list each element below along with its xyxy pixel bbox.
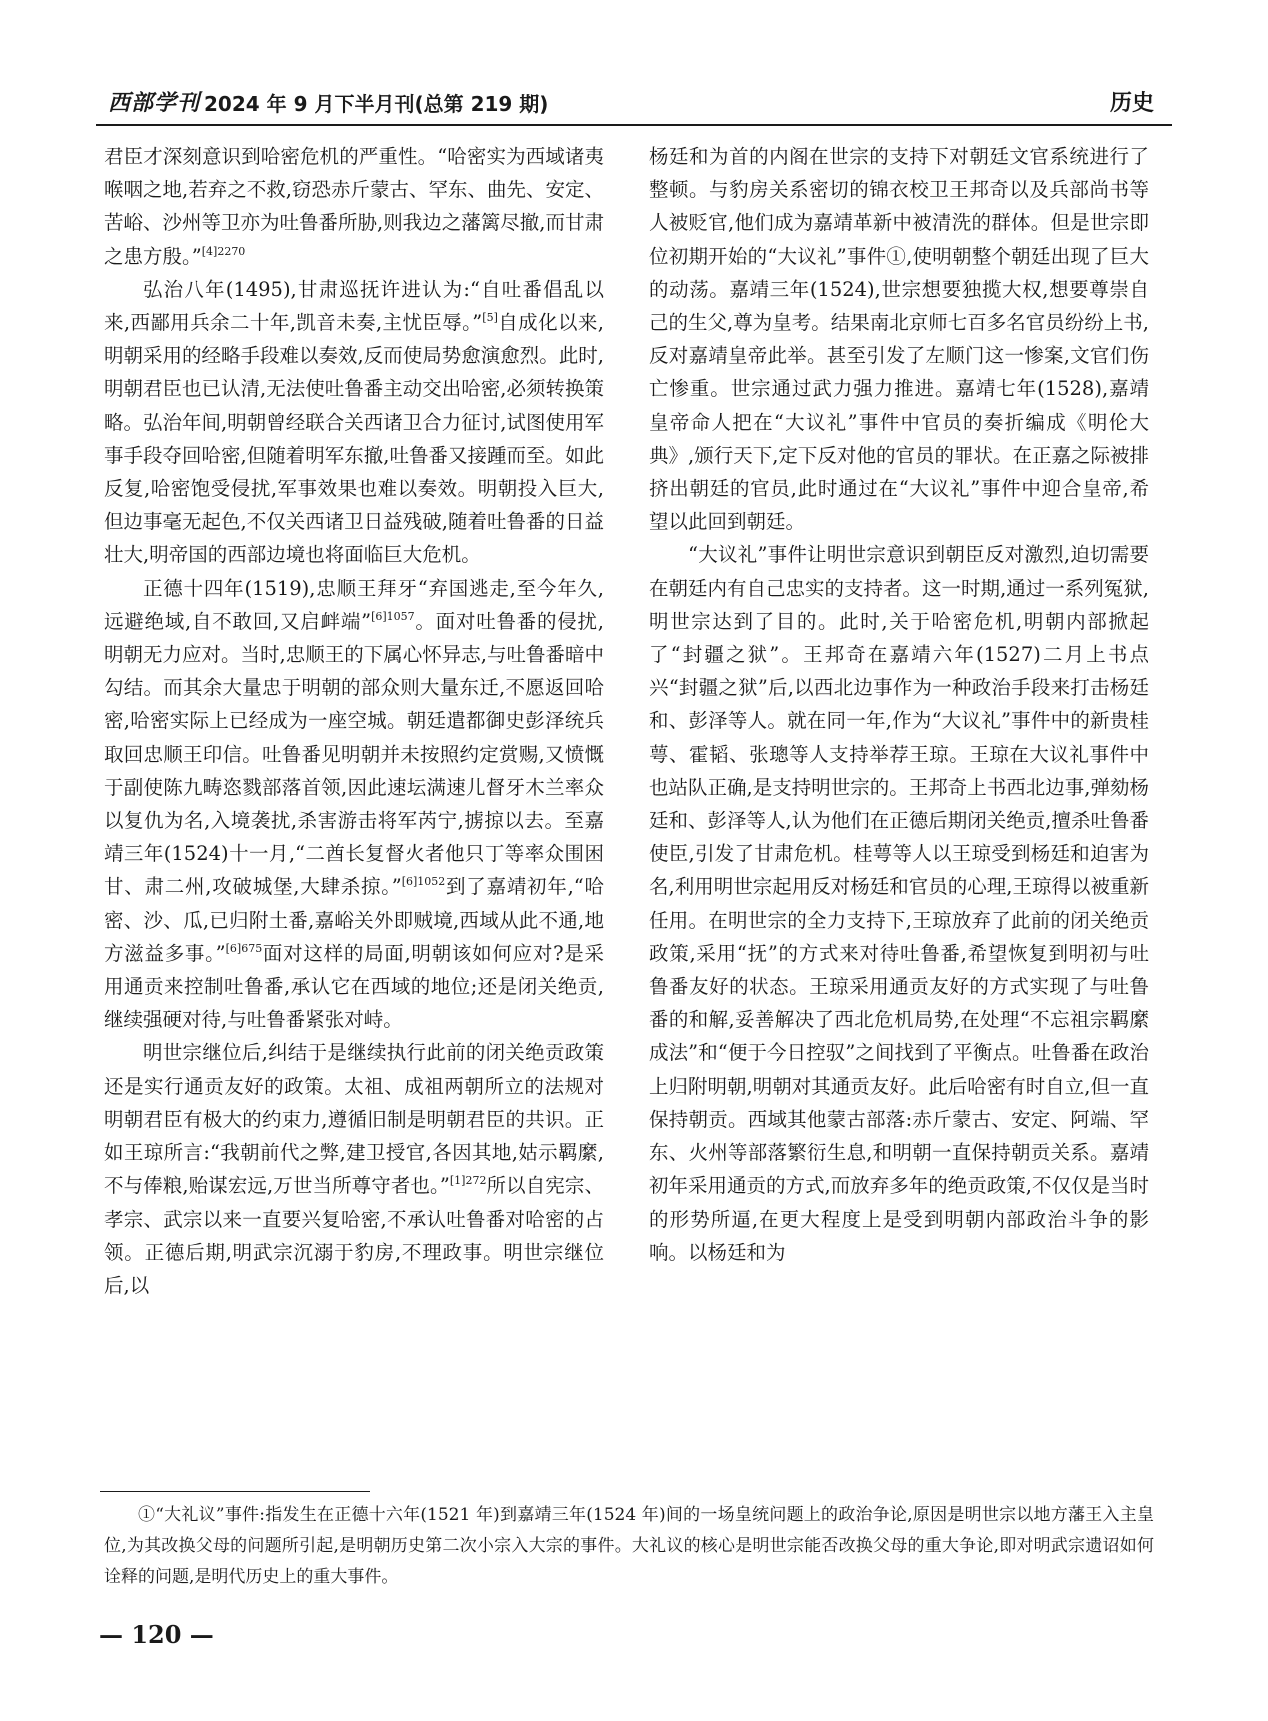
citation: [1]272	[449, 1174, 487, 1188]
paragraph	[104, 1036, 604, 1302]
paragraph-text: 到了嘉靖初年,“哈密、沙、瓜,已归附土番,嘉峪关外即贼境,西域从此不通,地方滋益多事。”	[104, 875, 604, 965]
paragraph-text: 明世宗继位后,纠结于是继续执行此前的闭关绝贡政策还是实行通贡友好的政策。太祖、成祖两朝所立的法规对明朝君臣有极大的约束力,遵循旧制是明朝君臣的共识。正如王琼所言:“我朝前代之弊,建卫授官,各因其地,姑示羁縻,不与俸粮,贻谋宏远,万世当所尊守者也。”	[104, 1041, 604, 1198]
issue-info: 2024 年 9 月下半月刊(总第 219 期)	[204, 92, 549, 116]
citation: [5]	[482, 311, 498, 325]
paragraph-text: 君臣才深刻意识到哈密危机的严重性。“哈密实为西域诸夷喉咽之地,若弃之不救,窃恐赤斤蒙古、罕东、曲先、安定、苦峪、沙州等卫亦为吐鲁番所胁,则我边之藩篱尽撤,而甘肃之患方殷。”	[104, 145, 604, 268]
citation: [6]675	[225, 941, 263, 955]
paragraph: 杨廷和为首的内阁在世宗的支持下对朝廷文官系统进行了整顿。与豹房关系密切的锦衣校卫王邦奇以及兵部尚书等人被贬官,他们成为嘉靖革新中被清洗的群体。但是世宗即位初期开始的“大议礼”事件①,使明朝整个朝廷出现了巨大的动荡。嘉靖三年(1524),世宗想要独揽大权,想要尊崇自己的生父,尊为皇考。结果南北京师七百多名官员纷纷上书,反对嘉靖皇帝此举。甚至引发了左顺门这一惨案,文官们伤亡惨重。世宗通过武力强力推进。嘉靖七年(1528),嘉靖皇帝命人把在“大议礼”事件中官员的奏折编成《明伦大典》,颁行天下,定下反对他的官员的罪状。在正嘉之际被排挤出朝廷的官员,此时通过在“大议礼”事件中迎合皇帝,希望以此回到朝廷。	[649, 145, 1149, 534]
running-header	[96, 80, 1172, 126]
footnote: ①“大礼议”事件:指发生在正德十六年(1521 年)到嘉靖三年(1524 年)间的一场皇统问题上的政治争论,原因是明世宗以地方藩王入主皇位,为其改换父母的问题所引起,是明朝历史第二次小宗入大宗的事件。大礼议的核心是明世宗能否改换父母的重大争论,即对明武宗遗诏如何诠释的问题,是明代历史上的重大事件。	[104, 1505, 1154, 1587]
paragraph-text: 面对这样的局面,明朝该如何应对?是采用通贡来控制吐鲁番,承认它在西域的地位;还是闭关绝贡,继续强硬对待,与吐鲁番紧张对峙。	[104, 941, 604, 1032]
paragraph-text: 自成化以来,明朝采用的经略手段难以奏效,反而使局势愈演愈烈。此时,明朝君臣也已认清,无法使吐鲁番主动交出哈密,必须转换策略。弘治年间,明朝曾经联合关西诸卫合力征讨,试图使用军事手段夺回哈密,但随着明军东撤,吐鲁番又接踵而至。如此反复,哈密饱受侵扰,军事效果也难以奏效。明朝投入巨大,但边事毫无起色,不仅关西诸卫日益残破,随着吐鲁番的日益壮大,明帝国的西部边境也将面临巨大危机。	[104, 311, 604, 567]
left-column	[104, 140, 604, 1302]
paragraph-text: 正德十四年(1519),忠顺王拜牙“弃国逃走,至今年久,远避绝域,自不敢回,又启衅端”	[104, 576, 604, 633]
page-number: — 120 —	[99, 1620, 214, 1649]
footnote-divider	[100, 1491, 370, 1492]
paragraph: “大议礼”事件让明世宗意识到朝臣反对激烈,迫切需要在朝廷内有自己忠实的支持者。这一时期,通过一系列冤狱,明世宗达到了目的。此时,关于哈密危机,明朝内部掀起了“封疆之狱”。王邦奇在嘉靖六年(1527)二月上书点兴“封疆之狱”后,以西北边事作为一种政治手段来打击杨廷和、彭泽等人。就在同一年,作为“大议礼”事件中的新贵桂萼、霍韬、张璁等人支持举荐王琼。王琼在大议礼事件中也站队正确,是支持明世宗的。王邦奇上书西北边事,弹劾杨廷和、彭泽等人,认为他们在正德后期闭关绝贡,擅杀吐鲁番使臣,引发了甘肃危机。桂萼等人以王琼受到杨廷和迫害为名,利用明世宗起用反对杨廷和官员的心理,王琼得以被重新任用。在明世宗的全力支持下,王琼放弃了此前的闭关绝贡政策,采用“抚”的方式来对待吐鲁番,希望恢复到明初与吐鲁番友好的状态。王琼采用通贡友好的方式实现了与吐鲁番的和解,妥善解决了西北危机局势,在处理“不忘祖宗羁縻成法”和“便于今日控驭”之间找到了平衡点。吐鲁番在政治上归附明朝,明朝对其通贡友好。此后哈密有时自立,但一直保持朝贡。西域其他蒙古部落:赤斤蒙古、安定、阿端、罕东、火州等部落繁衍生息,和明朝一直保持朝贡关系。嘉靖初年采用通贡的方式,而放弃多年的绝贡政策,不仅仅是当时的形势所逼,在更大程度上是受到明朝内部政治斗争的影响。以杨廷和为	[649, 543, 1149, 1264]
citation: [6]1057	[371, 609, 415, 623]
journal-logo: 西部学刊	[108, 90, 201, 116]
paragraph	[104, 572, 604, 1037]
paragraph-text: 。面对吐鲁番的侵扰,明朝无力应对。当时,忠顺王的下属心怀异志,与吐鲁番暗中勾结。而其余大量忠于明朝的部众则大量东迁,不愿返回哈密,哈密实际上已经成为一座空城。朝廷遣都御史彭泽统兵取回忠顺王印信。吐鲁番见明朝并未按照约定赏赐,又愤慨于副使陈九畴恣戮部落首领,因此速坛满速儿督牙木兰率众以复仇为名,入境袭扰,杀害游击将军芮宁,掳掠以去。至嘉靖三年(1524)十一月,“二酋长复督火者他只丁等率众围困甘、肃二州,攻破城堡,大肆杀掠。”	[104, 609, 604, 899]
paragraph-text: 弘治八年(1495),甘肃巡抚许进认为:“自吐番倡乱以来,西鄙用兵余二十年,凯音未奏,主忧臣辱。”	[104, 277, 604, 335]
paragraph	[104, 273, 604, 572]
citation: [6]1052	[401, 875, 446, 889]
section-label: 历史	[1109, 91, 1154, 116]
paragraph	[104, 140, 604, 273]
paragraph-text: 所以自宪宗、孝宗、武宗以来一直要兴复哈密,不承认吐鲁番对哈密的占领。正德后期,明武宗沉溺于豹房,不理政事。明世宗继位后,以	[104, 1174, 604, 1297]
citation: [4]2270	[201, 244, 246, 258]
right-column	[649, 140, 1149, 1269]
